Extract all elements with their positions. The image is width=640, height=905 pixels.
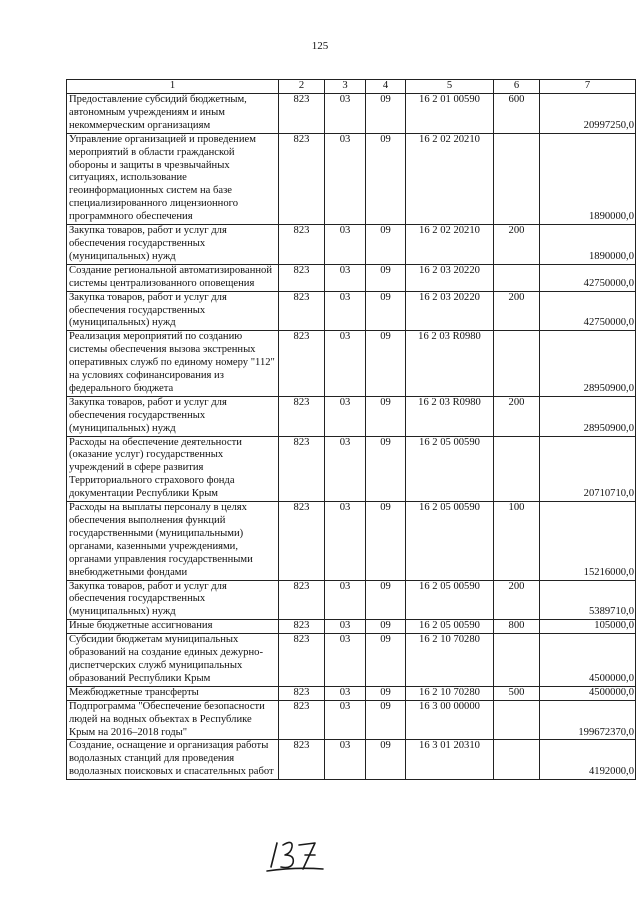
table-row [67, 94, 636, 134]
col-header-1: 1 [67, 80, 279, 94]
item-name: Закупка товаров, работ и услуг для обеспечения государственных (муниципальных) нужд [67, 396, 279, 436]
ministry-code: 823 [279, 331, 325, 397]
amount: 4500000,0 [540, 686, 636, 700]
budget-table [66, 79, 636, 780]
expense-type-code [494, 264, 540, 291]
ministry-code: 823 [279, 225, 325, 265]
ministry-code: 823 [279, 133, 325, 224]
item-name: Расходы на обеспечение деятельности (оказание услуг) государственных учреждений в сфере развития Территориального страхового фонда документации Республики Крым [67, 436, 279, 502]
subsection-code: 09 [366, 634, 406, 687]
subsection-code: 09 [366, 502, 406, 580]
item-name: Закупка товаров, работ и услуг для обеспечения государственных (муниципальных) нужд [67, 291, 279, 331]
target-article-code: 16 2 03 R0980 [406, 396, 494, 436]
table-row [67, 620, 636, 634]
target-article-code: 16 2 01 00590 [406, 94, 494, 134]
section-code: 03 [325, 700, 366, 740]
subsection-code: 09 [366, 133, 406, 224]
subsection-code: 09 [366, 396, 406, 436]
expense-type-code: 200 [494, 580, 540, 620]
target-article-code: 16 2 02 20210 [406, 225, 494, 265]
subsection-code: 09 [366, 700, 406, 740]
page-number: 125 [311, 40, 329, 52]
ministry-code: 823 [279, 264, 325, 291]
amount: 20997250,0 [540, 94, 636, 134]
subsection-code: 09 [366, 686, 406, 700]
subsection-code: 09 [366, 620, 406, 634]
table-row [67, 436, 636, 502]
col-header-6: 6 [494, 80, 540, 94]
item-name: Межбюджетные трансферты [67, 686, 279, 700]
subsection-code: 09 [366, 264, 406, 291]
subsection-code: 09 [366, 740, 406, 780]
expense-type-code [494, 740, 540, 780]
amount: 20710710,0 [540, 436, 636, 502]
table-row [67, 331, 636, 397]
amount: 15216000,0 [540, 502, 636, 580]
ministry-code: 823 [279, 94, 325, 134]
target-article-code: 16 2 05 00590 [406, 436, 494, 502]
ministry-code: 823 [279, 436, 325, 502]
table-row [67, 291, 636, 331]
ministry-code: 823 [279, 580, 325, 620]
item-name: Реализация мероприятий по созданию системы обеспечения вызова экстренных оперативных служб по единому номеру "112" на условиях софинансирования из федерального бюджета [67, 331, 279, 397]
expense-type-code: 200 [494, 291, 540, 331]
section-code: 03 [325, 94, 366, 134]
col-header-2: 2 [279, 80, 325, 94]
item-name: Создание региональной автоматизированной системы централизованного оповещения [67, 264, 279, 291]
ministry-code: 823 [279, 700, 325, 740]
table-row [67, 700, 636, 740]
target-article-code: 16 2 05 00590 [406, 502, 494, 580]
target-article-code: 16 2 05 00590 [406, 620, 494, 634]
handwritten-page-signature [265, 833, 325, 873]
amount: 42750000,0 [540, 291, 636, 331]
item-name: Создание, оснащение и организация работы водолазных станций для проведения водолазных поисковых и спасательных работ [67, 740, 279, 780]
table-row [67, 580, 636, 620]
item-name: Подпрограмма "Обеспечение безопасности людей на водных объектах в Республике Крым на 2016–2018 годы" [67, 700, 279, 740]
expense-type-code: 200 [494, 396, 540, 436]
col-header-7: 7 [540, 80, 636, 94]
ministry-code: 823 [279, 502, 325, 580]
expense-type-code: 500 [494, 686, 540, 700]
amount: 28950900,0 [540, 396, 636, 436]
table-row [67, 634, 636, 687]
amount: 4500000,0 [540, 634, 636, 687]
item-name: Предоставление субсидий бюджетным, автономным учреждениям и иным некоммерческим организациям [67, 94, 279, 134]
table-row [67, 264, 636, 291]
section-code: 03 [325, 396, 366, 436]
ministry-code: 823 [279, 396, 325, 436]
expense-type-code: 800 [494, 620, 540, 634]
ministry-code: 823 [279, 634, 325, 687]
expense-type-code [494, 133, 540, 224]
section-code: 03 [325, 331, 366, 397]
ministry-code: 823 [279, 291, 325, 331]
table-row [67, 133, 636, 224]
target-article-code: 16 2 03 20220 [406, 264, 494, 291]
amount: 1890000,0 [540, 133, 636, 224]
expense-type-code: 100 [494, 502, 540, 580]
target-article-code: 16 3 01 20310 [406, 740, 494, 780]
target-article-code: 16 2 05 00590 [406, 580, 494, 620]
expense-type-code [494, 634, 540, 687]
table-row [67, 502, 636, 580]
section-code: 03 [325, 740, 366, 780]
amount: 5389710,0 [540, 580, 636, 620]
item-name: Субсидии бюджетам муниципальных образований на создание единых дежурно-диспетчерских служб муниципальных образований Республики Крым [67, 634, 279, 687]
amount: 199672370,0 [540, 700, 636, 740]
table-row [67, 740, 636, 780]
target-article-code: 16 2 10 70280 [406, 634, 494, 687]
section-code: 03 [325, 291, 366, 331]
expense-type-code: 200 [494, 225, 540, 265]
table-row [67, 225, 636, 265]
subsection-code: 09 [366, 331, 406, 397]
amount: 105000,0 [540, 620, 636, 634]
section-code: 03 [325, 264, 366, 291]
section-code: 03 [325, 580, 366, 620]
item-name: Расходы на выплаты персоналу в целях обеспечения выполнения функций государственными (муниципальными) органами, казенными учреждениями, органами управления государственными внебюджетными фондами [67, 502, 279, 580]
target-article-code: 16 2 10 70280 [406, 686, 494, 700]
item-name: Иные бюджетные ассигнования [67, 620, 279, 634]
section-code: 03 [325, 686, 366, 700]
subsection-code: 09 [366, 291, 406, 331]
col-header-3: 3 [325, 80, 366, 94]
amount: 42750000,0 [540, 264, 636, 291]
col-header-4: 4 [366, 80, 406, 94]
section-code: 03 [325, 225, 366, 265]
item-name: Закупка товаров, работ и услуг для обеспечения государственных (муниципальных) нужд [67, 225, 279, 265]
section-code: 03 [325, 436, 366, 502]
amount: 1890000,0 [540, 225, 636, 265]
item-name: Управление организацией и проведением мероприятий в области гражданской обороны и защиты в чрезвычайных ситуациях, использование геоинформационных систем на базе специализированного лицензионного программного обеспечения [67, 133, 279, 224]
amount: 4192000,0 [540, 740, 636, 780]
subsection-code: 09 [366, 436, 406, 502]
subsection-code: 09 [366, 225, 406, 265]
table-row [67, 396, 636, 436]
expense-type-code: 600 [494, 94, 540, 134]
table-header [67, 80, 636, 94]
expense-type-code [494, 331, 540, 397]
ministry-code: 823 [279, 740, 325, 780]
item-name: Закупка товаров, работ и услуг для обеспечения государственных (муниципальных) нужд [67, 580, 279, 620]
ministry-code: 823 [279, 686, 325, 700]
table-row [67, 686, 636, 700]
table-body [67, 94, 636, 780]
section-code: 03 [325, 634, 366, 687]
section-code: 03 [325, 133, 366, 224]
expense-type-code [494, 700, 540, 740]
target-article-code: 16 2 03 20220 [406, 291, 494, 331]
section-code: 03 [325, 620, 366, 634]
subsection-code: 09 [366, 580, 406, 620]
header-row [67, 80, 636, 94]
section-code: 03 [325, 502, 366, 580]
target-article-code: 16 3 00 00000 [406, 700, 494, 740]
target-article-code: 16 2 02 20210 [406, 133, 494, 224]
target-article-code: 16 2 03 R0980 [406, 331, 494, 397]
ministry-code: 823 [279, 620, 325, 634]
amount: 28950900,0 [540, 331, 636, 397]
col-header-5: 5 [406, 80, 494, 94]
expense-type-code [494, 436, 540, 502]
subsection-code: 09 [366, 94, 406, 134]
